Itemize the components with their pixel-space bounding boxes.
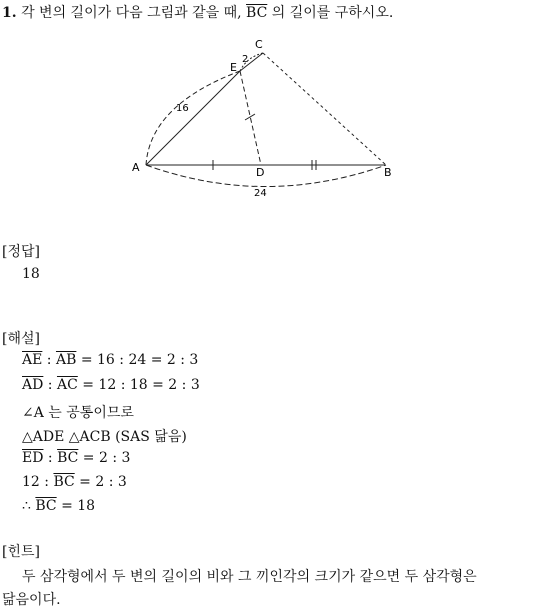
solution-label: [해설] <box>2 331 40 347</box>
solution-line-2: $\overline{AD}$ : $\overline{AC} = 12$ : 18 = 2 : 3 <box>22 377 200 393</box>
point-d-label: D <box>256 166 265 179</box>
solution-12-prefix: 12 : <box>22 474 49 490</box>
seg-ae: $\overline{AE}$ <box>22 352 43 368</box>
point-e-label: E <box>230 61 237 74</box>
length-ae-label: 16 <box>176 103 189 114</box>
solution-12-rest: = 2 : 3 <box>79 474 127 490</box>
question-number: 1. <box>2 5 17 21</box>
brace-ab <box>146 165 386 187</box>
solution-ratio-rest: = 2 : 3 <box>82 450 131 466</box>
seg-ad: $\overline{AD}$ <box>22 377 44 393</box>
hint-line-2: 닮음이다. <box>2 592 61 608</box>
answer-label: [정답] <box>2 244 40 260</box>
segment-ae <box>146 71 240 165</box>
seg-ab: $\overline{AB}$ <box>55 352 77 368</box>
seg-bc: $\overline{BC}$ <box>57 450 79 466</box>
seg-bc-2: $\overline{BC}$ <box>53 474 75 490</box>
solution-line-1: $\overline{AE}$ : $\overline{AB} = 16$ : 24 = 2 : 3 <box>22 352 199 368</box>
length-ab-label: 24 <box>254 188 267 199</box>
point-b-label: B <box>384 166 392 179</box>
segment-ed <box>240 71 261 165</box>
solution-12-line <box>22 474 127 490</box>
therefore-symbol: ∴ <box>22 498 31 514</box>
point-c-label: C <box>255 38 263 51</box>
triangle-figure <box>0 0 533 210</box>
question-text-before: 각 변의 길이가 다음 그림과 같을 때, <box>21 5 242 21</box>
solution-ratio-line: $\overline{ED}$ : $\overline{BC} = 2$ : 3 <box>22 450 131 466</box>
solution-conclusion-rest: = 18 <box>61 498 96 514</box>
answer-value: 18 <box>22 266 40 282</box>
solution-line-2-rest: = 12 : 18 = 2 : 3 <box>82 377 200 393</box>
hint-line-1: 두 삼각형에서 두 변의 길이의 비와 그 끼인각의 크기가 같으면 두 삼각형은 <box>22 569 477 585</box>
segment-cb <box>263 53 386 165</box>
solution-similar-line: △ADE △ACB (SAS 닮음) <box>22 429 187 445</box>
solution-angle-line: ∠A 는 공통이므로 <box>22 405 134 421</box>
solution-line-1-rest: = 16 : 24 = 2 : 3 <box>80 352 199 368</box>
hint-label: [힌트] <box>2 544 40 560</box>
seg-ac: $\overline{AC}$ <box>56 377 78 393</box>
tick-ed <box>245 114 255 120</box>
seg-ed: $\overline{ED}$ <box>22 450 44 466</box>
question-text-after: 의 길이를 구하시오. <box>271 5 394 21</box>
question-segment: $\overline{BC}$ <box>246 5 268 21</box>
length-ec-label: 2 <box>242 54 249 65</box>
point-a-label: A <box>132 161 140 174</box>
solution-conclusion <box>22 498 95 514</box>
seg-bc-3: $\overline{BC}$ <box>35 498 57 514</box>
